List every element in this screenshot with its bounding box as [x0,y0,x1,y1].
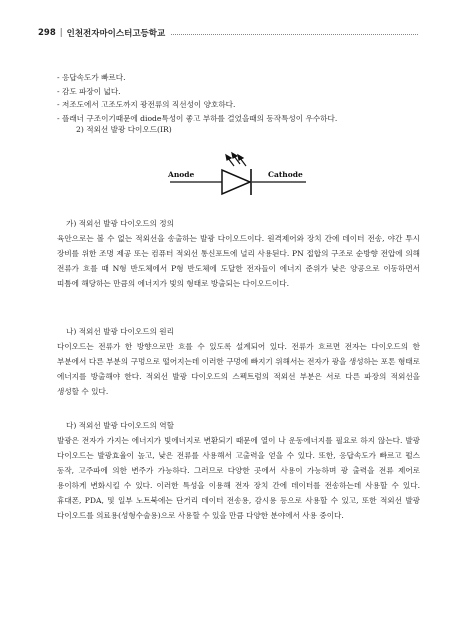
school-name: 인천전자마이스터고등학교 [66,29,166,39]
page-number: 298 [38,28,56,38]
cathode-label: Cathode [268,170,303,179]
ir-led-symbol-diagram [160,148,310,202]
bullet-item: - 플래너 구조이기때문에 diode특성이 좋고 부하를 걸었을때의 동작특성이 우수하다. [57,114,338,124]
feature-bullet-list [57,71,417,126]
section-body: 육안으로는 볼 수 없는 적외선을 송출하는 발광 다이오드이다. 원격제어와 장치 간에 데이터 전송, 야간 투시 장비를 위한 조명 제공 또는 컴퓨터 적외선 통신포트에 널리 사용된다. PN 접합의 구조로 순방향 전압에 의해 전류가 흐를 때 N형 반도체에서 P형 반도체에 도달한 전자들이 에너지 준위가 낮은 양공으로 이동하면서 띠틈에 해당하는 만큼의 에너지가 빛의 형태로 방출되는 다이오드이다. [57,234,420,288]
section-role [57,418,420,523]
page-header [38,26,418,40]
section-title: 나) 적외선 발광 다이오드의 원리 [66,327,174,336]
section-principle [57,324,420,399]
anode-label: Anode [168,170,195,179]
header-separator: | [59,28,63,38]
section-title: 다) 적외선 발광 다이오드의 역할 [66,421,174,430]
emission-arrows-icon [226,153,246,166]
section-definition [57,216,420,291]
bullet-item: - 응답속도가 빠르다. [57,73,126,82]
header-dotted-rule [171,34,418,35]
diode-triangle-icon [222,170,250,194]
section-title: 가) 적외선 발광 다이오드의 정의 [66,219,174,228]
bullet-item: - 감도 파장이 넓다. [57,86,121,96]
bullet-item: - 저조도에서 고조도까지 광전류의 직선성이 양호하다. [57,100,236,110]
section-body: 발광은 전자가 가지는 에너지가 빛에너지로 변환되기 때문에 열이 나 운동에너지를 필요로 하지 않는다. 발광 다이오드는 발광효율이 높고, 낮은 전류를 사용해서 고출력을 얻을 수 있다. 또한, 응답속도가 빠르고 펄스 동작, 고주파에 의한 변주가 가능하다. 그러므로 다양한 곳에서 사용이 가능하며 광 출력을 전류 제어로 용이하게 변화시킬 수 있다. 이러한 특성을 이용해 전자 장치 간에 데이터를 전송하는데 사용할 수 있다. 휴대폰, PDA, 및 일부 노트북에는 단거리 데이터 전송용, 감시용 등으로 사용할 수 있고, 또한 적외선 발광 다이오드를 의료용(성형수술용)으로 사용할 수 있을 만큼 다양한 분야에서 사용 중이다. [57,436,420,520]
section-body: 다이오드는 전류가 한 방향으로만 흐를 수 있도록 설계되어 있다. 전류가 흐르면 전자는 다이오드의 한 부분에서 다른 부분의 구멍으로 떨어지는데 이러한 구멍에 빠지기 위해서는 전자가 광을 생성하는 포톤 형태로 에너지를 방출해야 한다. 적외선 발광 다이오드의 스펙트럼의 적외선 부분은 서로 다른 파장의 적외선을 생성할 수 있다. [57,342,420,396]
subheading-ir-led: 2) 적외선 발광 다이오드(IR) [76,125,172,134]
